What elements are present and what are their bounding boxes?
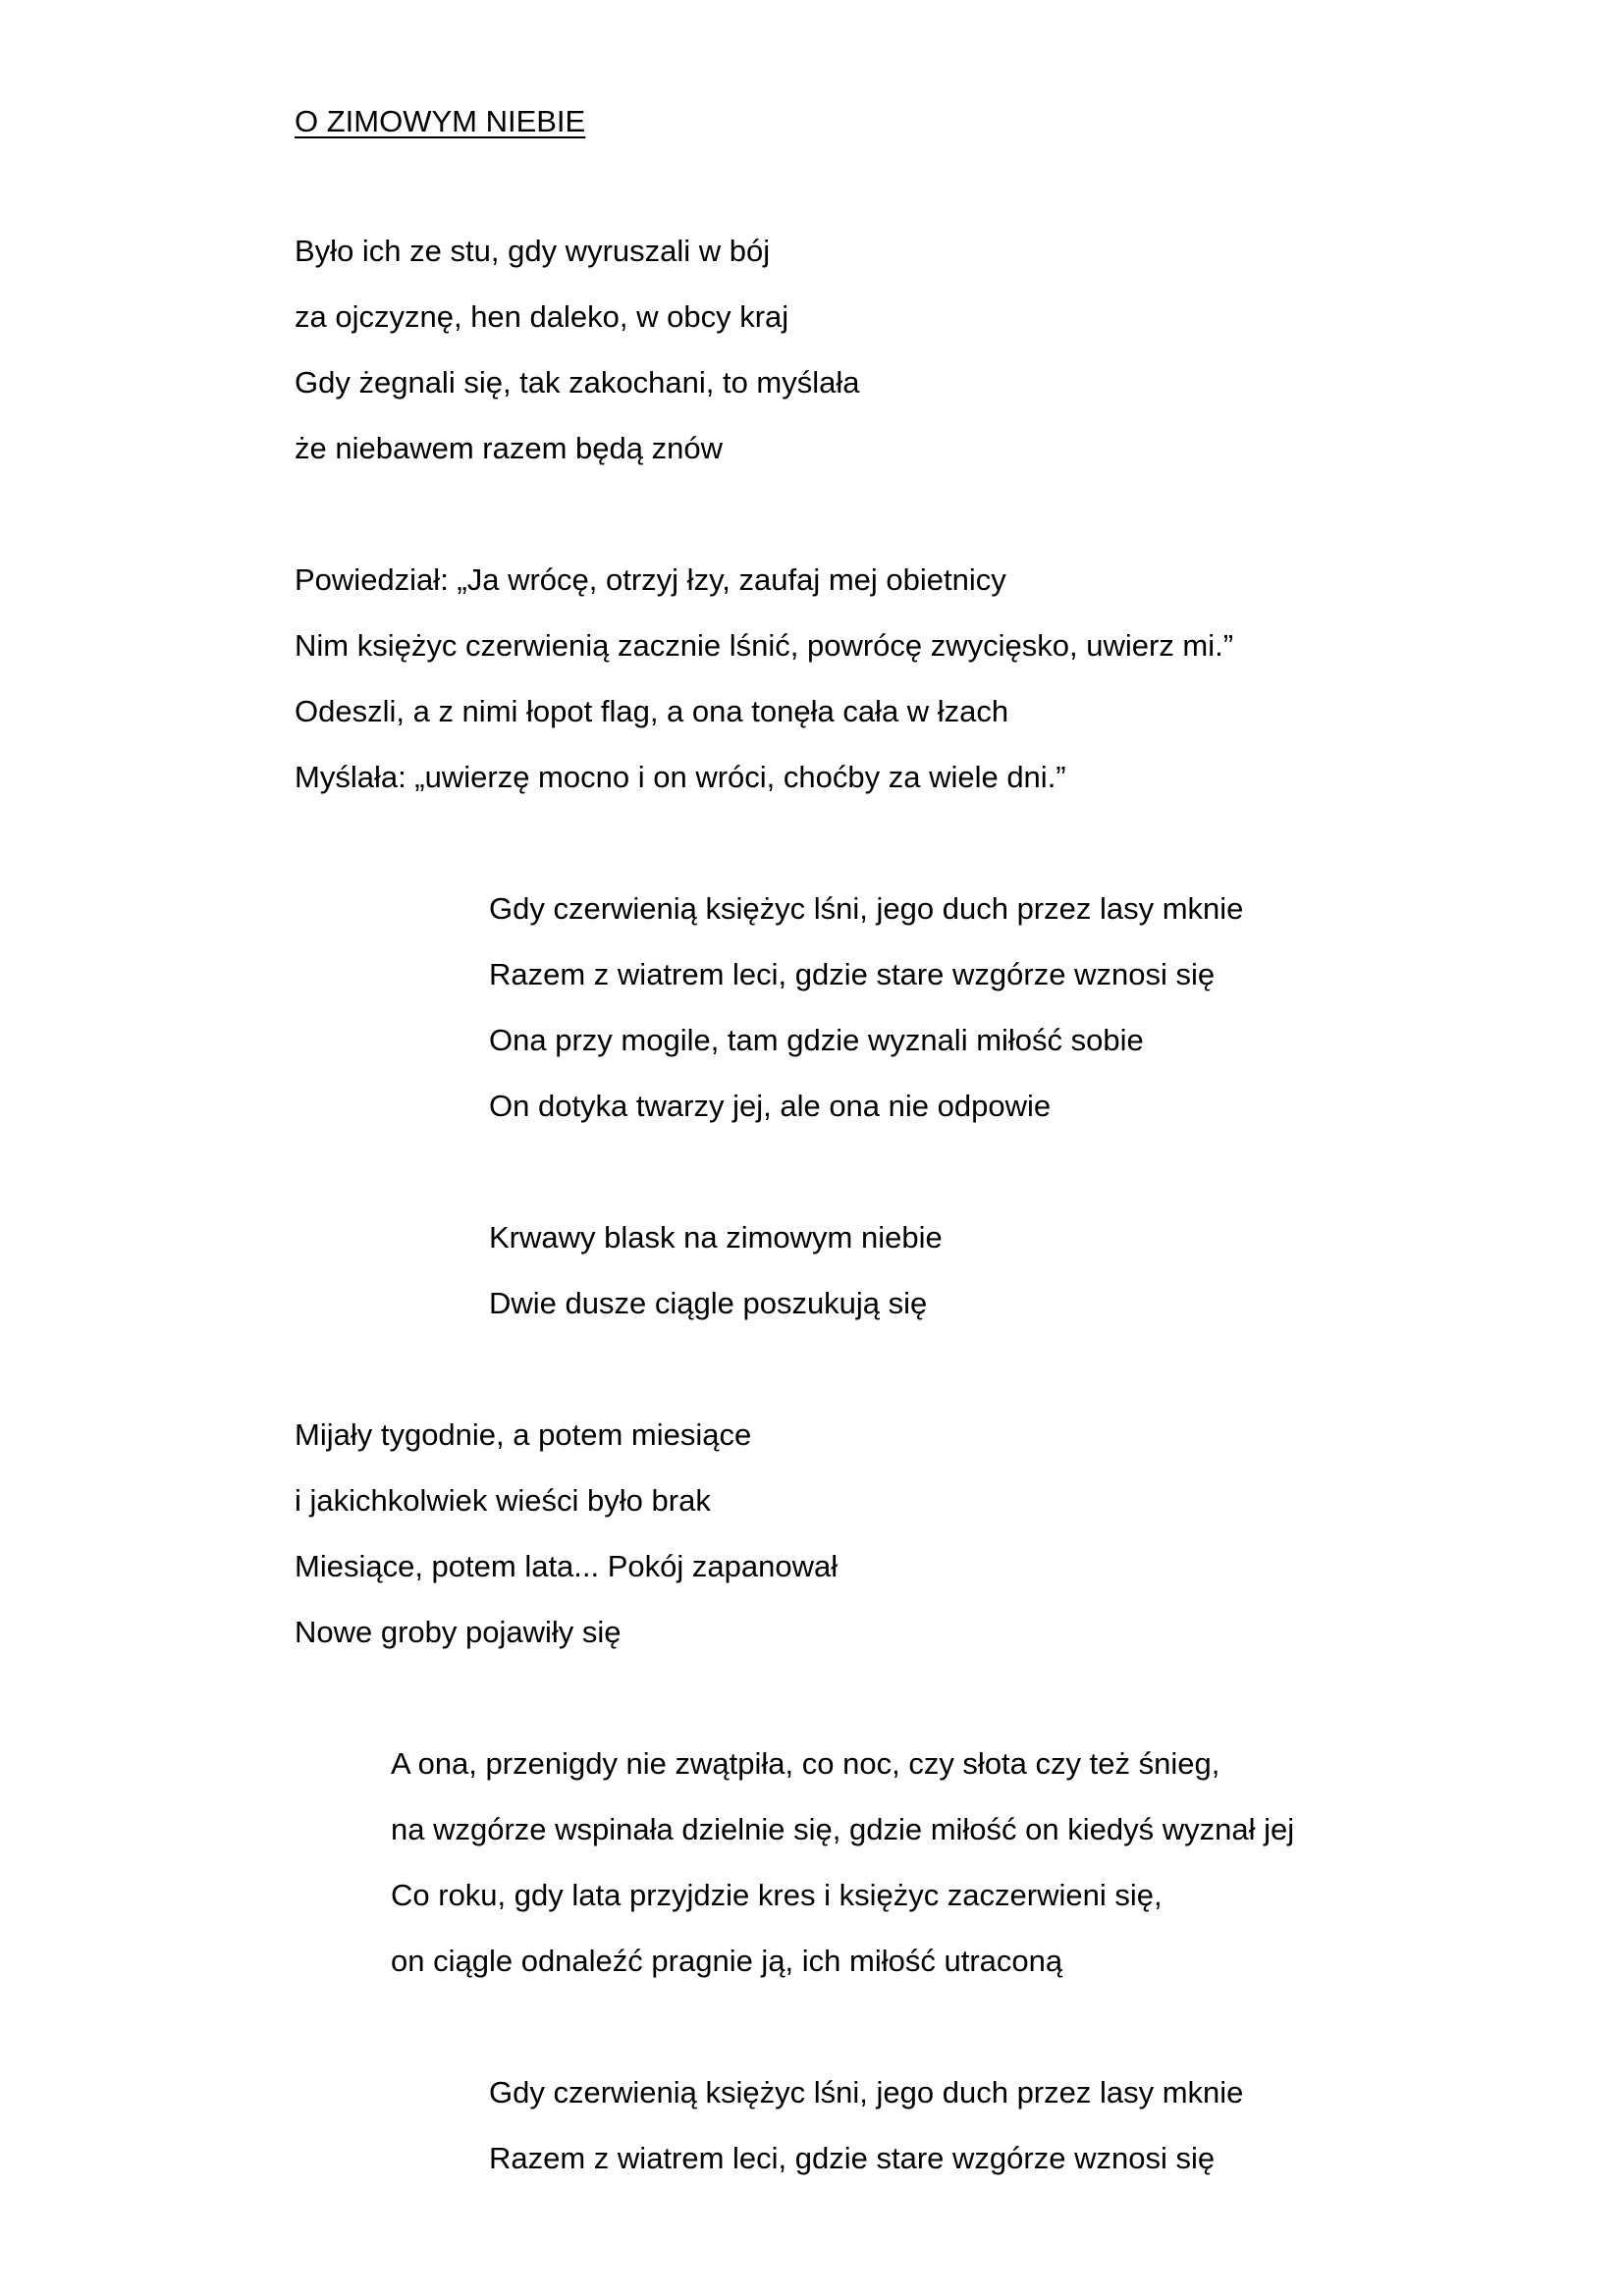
stanza-4-line-2: na wzgórze wspinała dzielnie się, gdzie miłość on kiedyś wyznał jej <box>391 1812 1295 1846</box>
chorus-1-line-3: Ona przy mogile, tam gdzie wyznali miłość sobie <box>489 1023 1144 1057</box>
stanza-4-line-4: on ciągle odnaleźć pragnie ją, ich miłość utraconą <box>391 1944 1063 1978</box>
stanza-2-line-3: Odeszli, a z nimi łopot flag, a ona tonęła cała w łzach <box>295 694 1009 728</box>
poem-title: O ZIMOWYM NIEBIE <box>295 104 586 138</box>
chorus-1-line-1: Gdy czerwienią księżyc lśni, jego duch przez lasy mknie <box>489 891 1244 926</box>
stanza-4-line-3: Co roku, gdy lata przyjdzie kres i księżyc zaczerwieni się, <box>391 1878 1163 1912</box>
stanza-1-line-4: że niebawem razem będą znów <box>295 431 723 465</box>
refrain-line-2: Dwie dusze ciągle poszukują się <box>489 1286 928 1320</box>
stanza-3-line-1: Mijały tygodnie, a potem miesiące <box>295 1417 752 1452</box>
chorus-2-line-2: Razem z wiatrem leci, gdzie stare wzgórze wznosi się <box>489 2141 1216 2175</box>
stanza-2-line-2: Nim księżyc czerwienią zacznie lśnić, powrócę zwycięsko, uwierz mi.” <box>295 628 1234 663</box>
stanza-3-line-4: Nowe groby pojawiły się <box>295 1615 622 1649</box>
stanza-2-line-1: Powiedział: „Ja wrócę, otrzyj łzy, zaufaj mej obietnicy <box>295 562 1006 597</box>
stanza-1-line-3: Gdy żegnali się, tak zakochani, to myślała <box>295 365 860 400</box>
chorus-2-line-1: Gdy czerwienią księżyc lśni, jego duch przez lasy mknie <box>489 2075 1244 2109</box>
chorus-1-line-2: Razem z wiatrem leci, gdzie stare wzgórze wznosi się <box>489 957 1216 991</box>
stanza-1-line-2: za ojczyznę, hen daleko, w obcy kraj <box>295 299 789 334</box>
chorus-1-line-4: On dotyka twarzy jej, ale ona nie odpowie <box>489 1089 1052 1123</box>
stanza-1-line-1: Było ich ze stu, gdy wyruszali w bój <box>295 234 771 268</box>
stanza-4-line-1: A ona, przenigdy nie zwątpiła, co noc, czy słota czy też śnieg, <box>391 1746 1220 1781</box>
stanza-3-line-3: Miesiące, potem lata... Pokój zapanował <box>295 1549 839 1583</box>
stanza-3-line-2: i jakichkolwiek wieści było brak <box>295 1483 711 1518</box>
stanza-2-line-4: Myślała: „uwierzę mocno i on wróci, choćby za wiele dni.” <box>295 760 1066 794</box>
refrain-line-1: Krwawy blask na zimowym niebie <box>489 1220 943 1255</box>
